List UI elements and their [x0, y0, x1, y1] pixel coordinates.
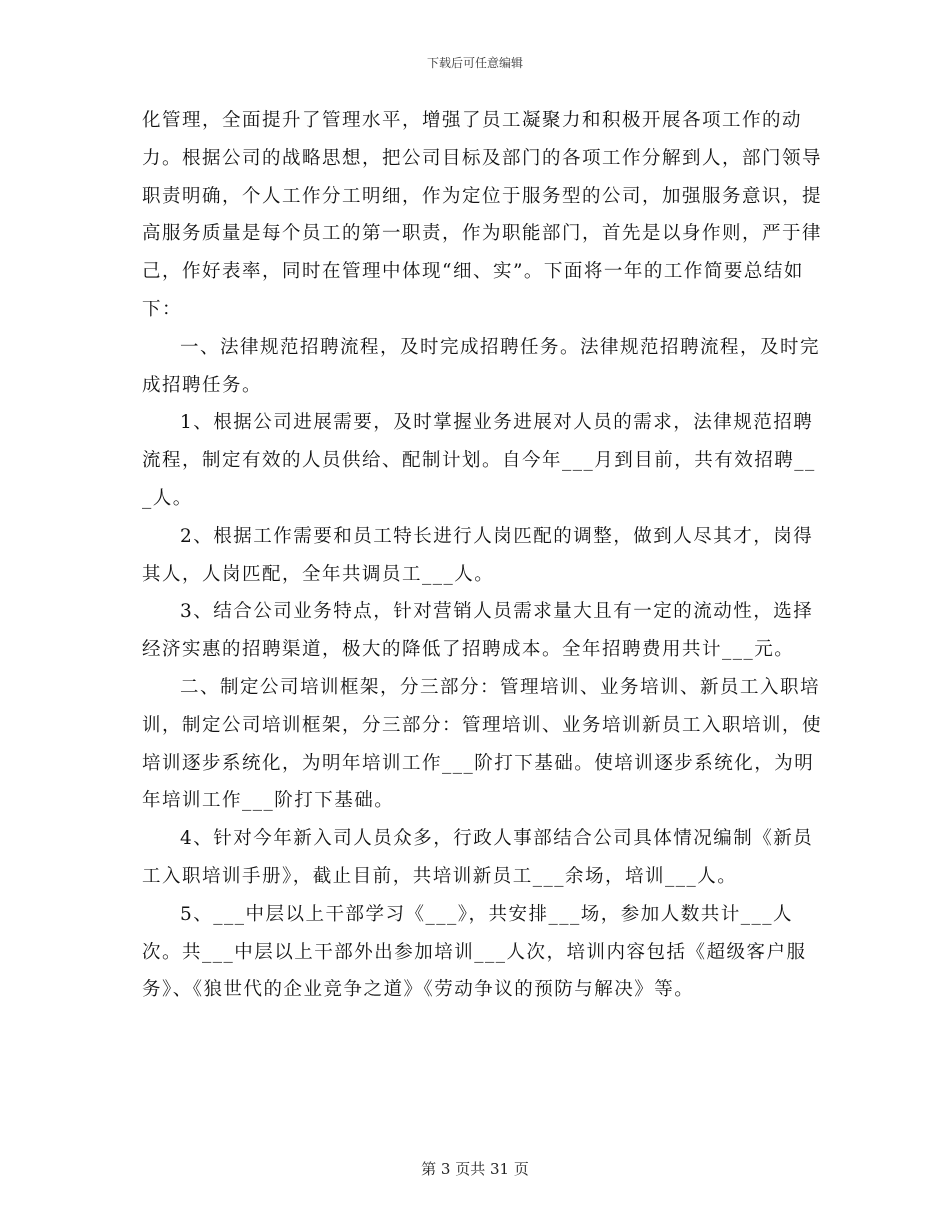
- paragraph: 二、制定公司培训框架，分三部分：管理培训、业务培训、新员工入职培训，制定公司培训框架，分三部分：管理培训、业务培训新员工入职培训，使培训逐步系统化，为明年培训工作___阶打下基础。使培训逐步系统化，为明年培训工作___阶打下基础。: [142, 676, 823, 812]
- paragraph: 5、___中层以上干部学习《___》，共安排___场，参加人数共计___人次。共___中层以上干部外出参加培训___人次，培训内容包括《超级客户服务》、《狼世代的企业竞争之道》《劳动争议的预防与解决》等。: [142, 903, 807, 1001]
- page-number-footer: 第 3 页共 31 页: [421, 1160, 529, 1178]
- paragraph: 3、结合公司业务特点，针对营销人员需求量大且有一定的流动性，选择经济实惠的招聘渠道，极大的降低了招聘成本。全年招聘费用共计___元。: [142, 601, 814, 661]
- document-body: [142, 102, 822, 1009]
- paragraph: 一、法律规范招聘流程，及时完成招聘任务。法律规范招聘流程，及时完成招聘任务。: [142, 336, 821, 396]
- paragraph: 化管理，全面提升了管理水平，增强了员工凝聚力和积极开展各项工作的动力。根据公司的战略思想，把公司目标及部门的各项工作分解到人，部门领导职责明确，个人工作分工明细，作为定位于服务型的公司，加强服务意识，提高服务质量是每个员工的第一职责，作为职能部门，首先是以身作则，严于律己，作好表率，同时在管理中体现“细、实”。下面将一年的工作简要总结如下：: [142, 110, 823, 320]
- paragraph: 1、根据公司进展需要，及时掌握业务进展对人员的需求，法律规范招聘流程，制定有效的人员供给、配制计划。自今年___月到目前，共有效招聘___人。: [142, 412, 816, 509]
- paragraph: 4、针对今年新入司人员众多，行政人事部结合公司具体情况编制《新员工入职培训手册》，截止目前，共培训新员工___余场，培训___人。: [142, 828, 814, 887]
- paragraph: 2、根据工作需要和员工特长进行人岗匹配的调整，做到人尽其才，岗得其人，人岗匹配，全年共调员工___人。: [142, 525, 814, 585]
- page-header: 下载后可任意编辑: [426, 56, 523, 70]
